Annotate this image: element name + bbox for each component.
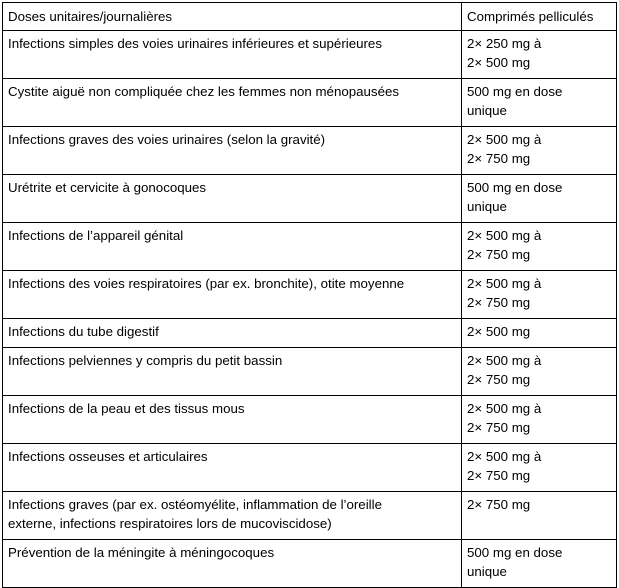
table-row [3,540,617,588]
indication-cell: Infections graves des voies urinaires (selon la gravité) [3,127,462,175]
indication-cell: Cystite aiguë non compliquée chez les femmes non ménopausées [3,79,462,127]
dose-cell: 500 mg en dose unique [462,175,617,223]
indication-cell: Infections osseuses et articulaires [3,444,462,492]
indication-cell: Infections graves (par ex. ostéomyélite, inflammation de l’oreille externe, infections respiratoires lors de mucoviscidose) [3,492,462,540]
dose-cell: 2× 500 mg à 2× 750 mg [462,444,617,492]
indication-cell: Infections du tube digestif [3,319,462,348]
dose-cell: 500 mg en dose unique [462,540,617,588]
dose-cell: 2× 750 mg [462,492,617,540]
dose-cell: 2× 500 mg à 2× 750 mg [462,396,617,444]
table-row [3,319,617,348]
indication-cell: Infections de la peau et des tissus mous [3,396,462,444]
table-header-row [3,3,617,31]
table-row [3,396,617,444]
table-row [3,31,617,79]
dose-cell: 500 mg en dose unique [462,79,617,127]
dose-cell: 2× 250 mg à 2× 500 mg [462,31,617,79]
dose-cell: 2× 500 mg [462,319,617,348]
indication-cell: Urétrite et cervicite à gonocoques [3,175,462,223]
table-row [3,223,617,271]
table-row [3,348,617,396]
table-row [3,271,617,319]
dose-cell: 2× 500 mg à 2× 750 mg [462,127,617,175]
table-row [3,127,617,175]
table-row [3,492,617,540]
column-header-dose: Comprimés pelliculés [462,3,617,31]
column-header-indication: Doses unitaires/journalières [3,3,462,31]
indication-cell: Prévention de la méningite à méningocoques [3,540,462,588]
table-row [3,79,617,127]
dose-cell: 2× 500 mg à 2× 750 mg [462,223,617,271]
indication-cell: Infections simples des voies urinaires inférieures et supérieures [3,31,462,79]
indication-cell: Infections pelviennes y compris du petit bassin [3,348,462,396]
indication-cell: Infections de l’appareil génital [3,223,462,271]
dose-cell: 2× 500 mg à 2× 750 mg [462,271,617,319]
dose-cell: 2× 500 mg à 2× 750 mg [462,348,617,396]
table-row [3,444,617,492]
dosage-table [2,2,617,588]
table-row [3,175,617,223]
indication-cell: Infections des voies respiratoires (par ex. bronchite), otite moyenne [3,271,462,319]
